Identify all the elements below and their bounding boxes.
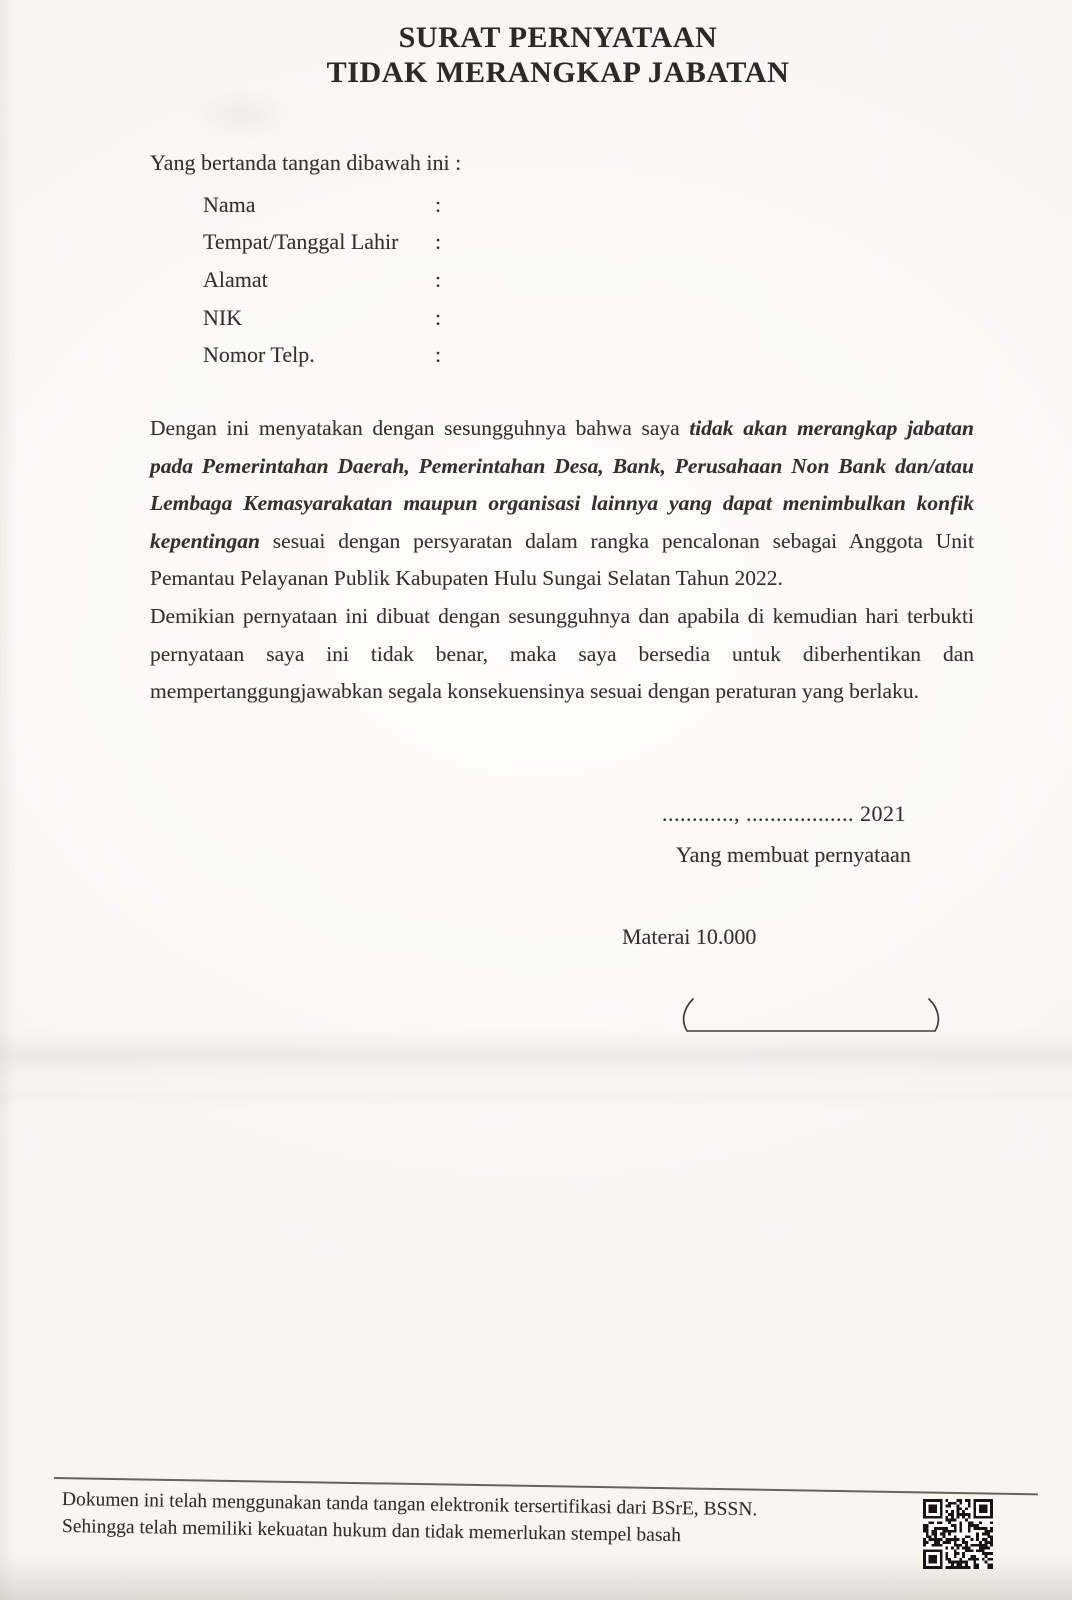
signature-date-line: ............, .................. 2021 <box>662 801 906 826</box>
scan-artifact-left-edge <box>0 0 16 1600</box>
body-paragraph: Demikian pernyataan ini dibuat dengan sesungguhnya dan apabila di kemudian hari terbukti pernyataan saya ini tidak benar, maka saya bersedia untuk diberhentikan dan mempertanggungjawabkan segala konsekuensinya sesuai dengan peraturan yang berlaku. <box>150 603 974 704</box>
field-colon: : <box>435 342 442 368</box>
scan-artifact-band <box>0 1082 1072 1108</box>
stamp-note: Materai 10.000 <box>622 924 757 949</box>
field-colon: : <box>435 266 442 292</box>
signature-name-placeholder <box>676 996 946 1036</box>
footer-note-line-1: Dokumen ini telah menggunakan tanda tangan elektronik tersertifikasi dari BSrE, BSSN. <box>61 1489 758 1521</box>
field-label: NIK <box>203 304 243 330</box>
field-row <box>203 224 763 262</box>
qr-code-icon <box>921 1499 995 1569</box>
field-row <box>203 261 763 299</box>
signature-role-line: Yang membuat pernyataan <box>676 842 911 867</box>
title-line-1: SURAT PERNYATAAN <box>398 21 718 54</box>
body-paragraph: Dengan ini menyatakan dengan sesungguhnya bahwa saya tidak akan merangkap jabatan pada Pemerintahan Daerah, Pemerintahan Desa, Bank, Perusahaan Non Bank dan/atau Lembaga Kemasyarakatan maupun organisasi lainnya yang dapat menimbulkan konfik kepentingan sesuai dengan persyaratan dalam rangka pencalonan sebagai Anggota Unit Pemantau Pelayanan Publik Kabupaten Hulu Sungai Selatan Tahun 2022. <box>150 416 974 591</box>
field-label: Nomor Telp. <box>203 342 315 368</box>
field-row <box>203 336 763 374</box>
field-row <box>203 186 763 224</box>
identity-fields <box>203 186 763 374</box>
scan-artifact-bottom-edge <box>0 1556 1072 1600</box>
intro-line: Yang bertanda tangan dibawah ini : <box>150 150 462 175</box>
document-title <box>44 20 1072 90</box>
scan-artifact-smudge <box>195 88 290 140</box>
field-colon: : <box>435 304 442 330</box>
field-label: Tempat/Tanggal Lahir <box>203 229 399 255</box>
field-colon: : <box>435 229 442 255</box>
scan-artifact-band <box>0 1030 1072 1086</box>
field-label: Nama <box>203 191 256 217</box>
title-line-2: TIDAK MERANGKAP JABATAN <box>326 56 790 89</box>
field-colon: : <box>435 191 442 217</box>
body-paragraphs <box>150 410 974 711</box>
field-row <box>203 299 763 337</box>
field-label: Alamat <box>203 266 268 292</box>
footer-note-line-2: Sehingga telah memiliki kekuatan hukum dan tidak memerlukan stempel basah <box>61 1516 682 1547</box>
